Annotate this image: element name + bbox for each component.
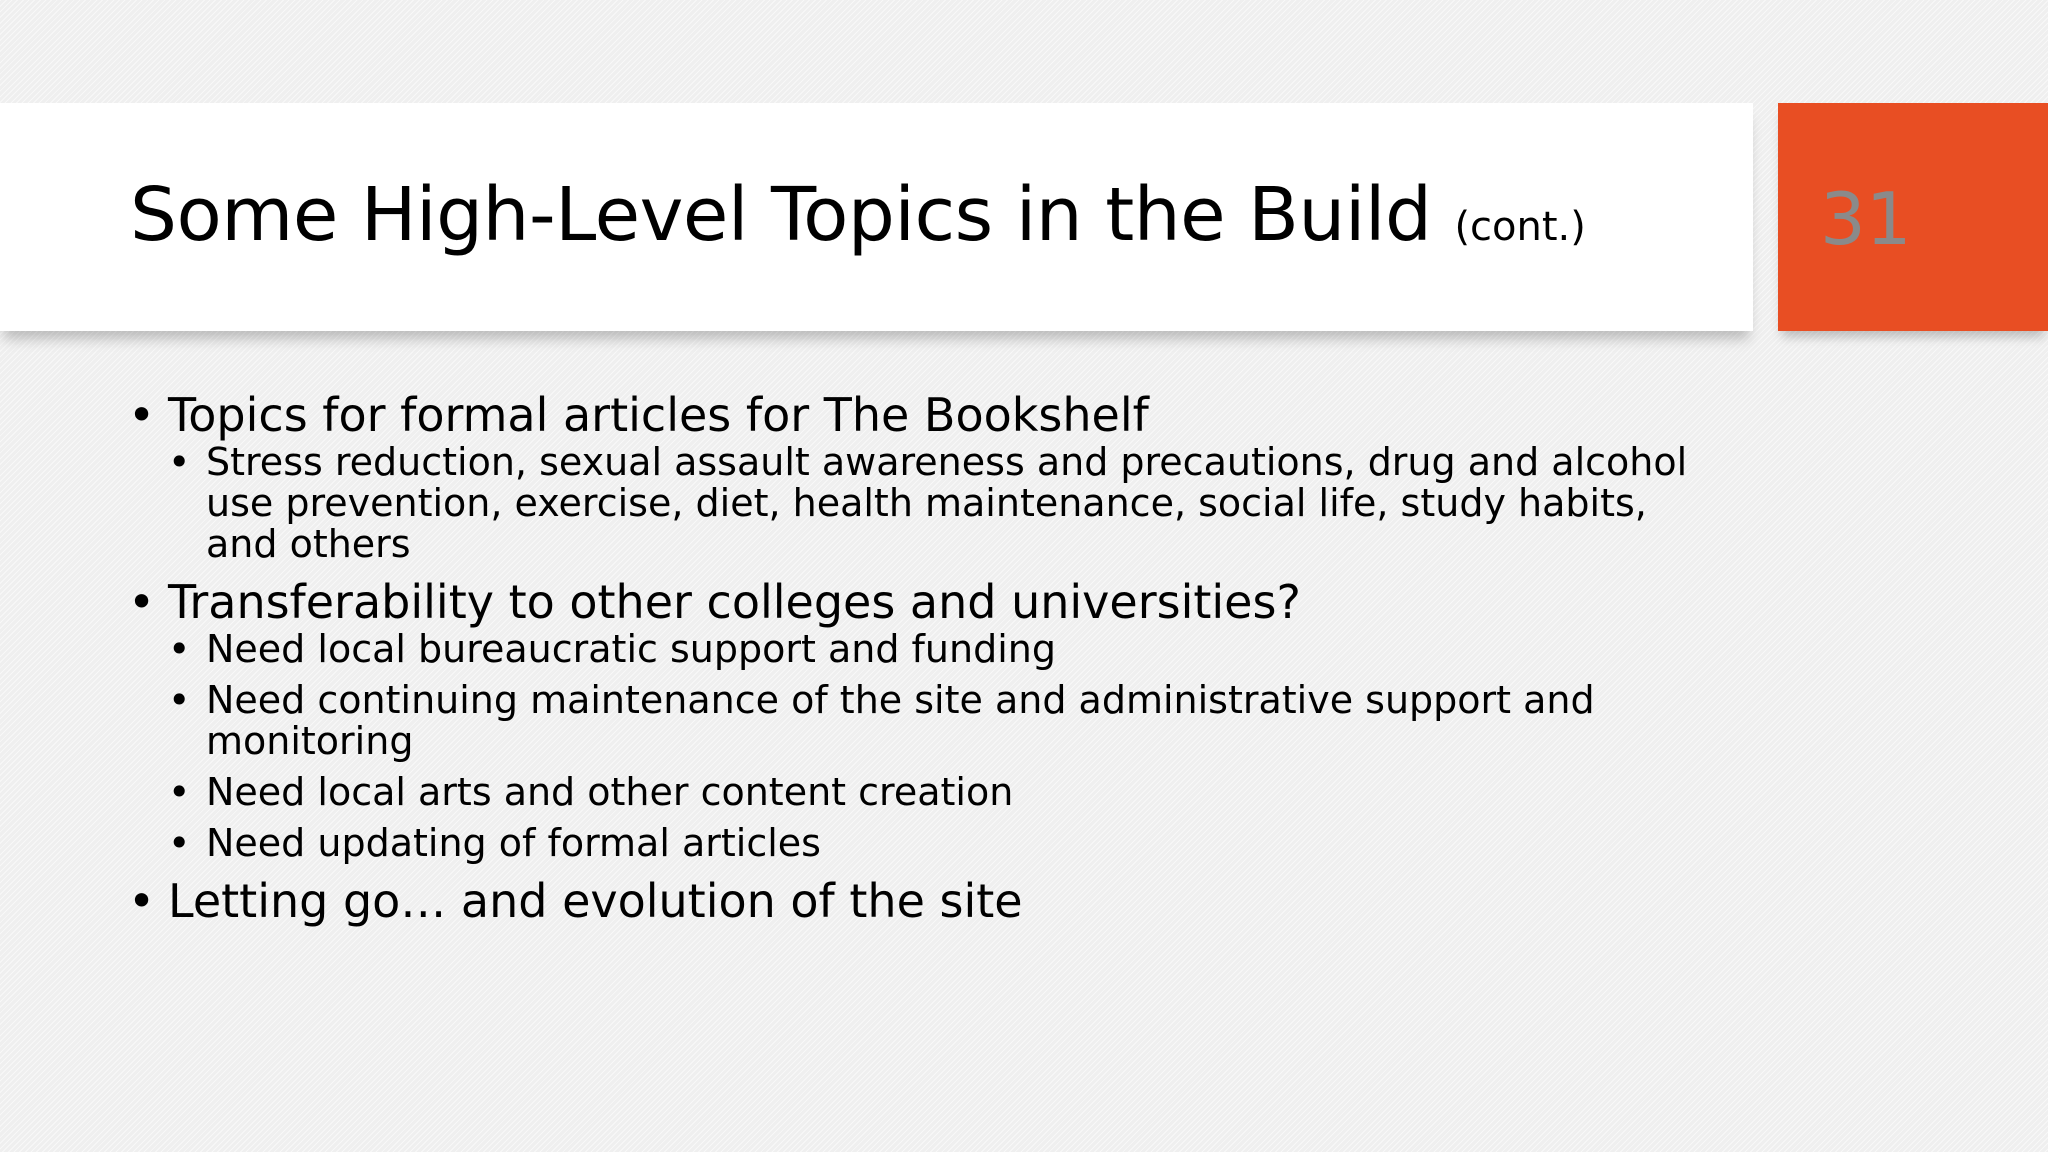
- sub-bullet-text: Need local arts and other content creation: [206, 770, 1014, 814]
- slide-title-suffix: (cont.): [1454, 204, 1586, 250]
- sub-bullet-dot-icon: •: [168, 821, 191, 865]
- bullet-list: [128, 388, 1708, 938]
- bullet-text: Letting go… and evolution of the site: [168, 874, 1023, 928]
- sub-bullet-list: [168, 442, 1708, 565]
- slide-number: 31: [1820, 177, 1912, 261]
- bullet-dot-icon: •: [128, 575, 156, 629]
- sub-bullet-item: [168, 442, 1708, 565]
- bullet-text: Topics for formal articles for The Bookshelf: [168, 388, 1149, 442]
- sub-bullet-text: Need continuing maintenance of the site and administrative support and monitoring: [206, 678, 1595, 763]
- sub-bullet-item: [168, 772, 1708, 813]
- bullet-dot-icon: •: [128, 388, 156, 442]
- slide-title: [130, 170, 1586, 272]
- sub-bullet-text: Stress reduction, sexual assault awareness and precautions, drug and alcohol use prevention, exercise, diet, health maintenance, social life, study habits, and others: [206, 440, 1688, 566]
- bullet-item: [128, 575, 1708, 864]
- slide-title-text: Some High-Level Topics in the Build: [130, 172, 1432, 258]
- bullet-dot-icon: •: [128, 874, 156, 928]
- sub-bullet-text: Need local bureaucratic support and funding: [206, 627, 1056, 671]
- sub-bullet-dot-icon: •: [168, 440, 191, 484]
- bullet-text: Transferability to other colleges and universities?: [168, 575, 1301, 629]
- slide-number-box: [1778, 103, 2048, 331]
- sub-bullet-text: Need updating of formal articles: [206, 821, 821, 865]
- bullet-item: [128, 388, 1708, 565]
- sub-bullet-list: [168, 629, 1708, 864]
- bullet-item: [128, 874, 1708, 928]
- sub-bullet-dot-icon: •: [168, 678, 191, 722]
- sub-bullet-item: [168, 680, 1708, 762]
- sub-bullet-item: [168, 823, 1708, 864]
- sub-bullet-dot-icon: •: [168, 770, 191, 814]
- sub-bullet-dot-icon: •: [168, 627, 191, 671]
- sub-bullet-item: [168, 629, 1708, 670]
